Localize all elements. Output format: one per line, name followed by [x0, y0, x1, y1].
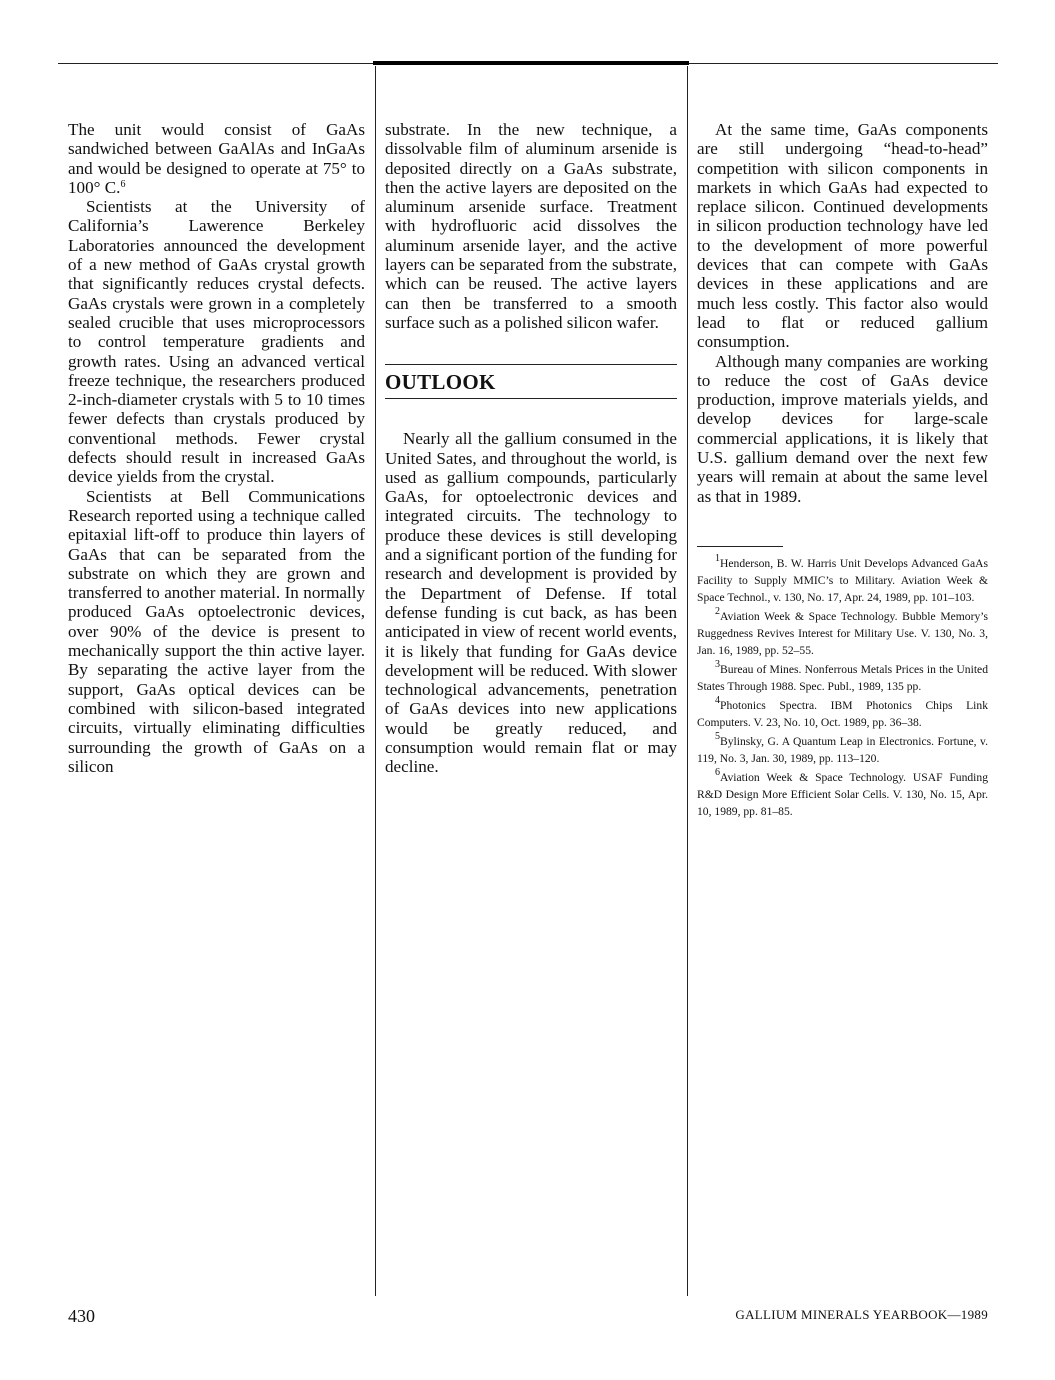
footnote: $^5$Bylinsky, G. A Quantum Leap in Electronics. Fortune, v. 119, No. 3, Jan. 30, 1989, pp. 113–120.: [697, 730, 988, 765]
footnote: $^6$Aviation Week & Space Technology. USAF Funding R&D Design More Efficient Solar Cells. V. 130, No. 15, Apr. 10, 1989, pp. 81–85.: [697, 766, 988, 818]
page-number: 430: [68, 1306, 95, 1326]
middle-column: [385, 120, 677, 777]
paragraph: Scientists at Bell Communications Research reported using a technique called epitaxial lift-off to produce thin layers of GaAs that can be separated from the substrate on which they are grown and transferred to another material. In normally produced GaAs optoelectronic devices, over 90% of the device is present to mechanically support the thin active layer. By separating the active layer from the support, GaAs optical devices can be combined with silicon-based integrated circuits, virtually eliminating difficulties surrounding the growth of GaAs on a silicon: [68, 486, 365, 776]
footnotes: [697, 552, 988, 820]
section-heading: OUTLOOK: [385, 370, 496, 395]
right-column: [697, 120, 988, 820]
footnote-rule: [697, 546, 783, 547]
paragraph: substrate. In the new technique, a dissolvable film of aluminum arsenide is deposited directly on a GaAs substrate, then the active layers are deposited on the aluminum arsenide surface. Treatment with hydrofluoric acid dissolves the aluminum arsenide layer, and the active layers can be separated from the substrate, which can be reused. The active layers can then be transferred to a smooth surface such as a polished silicon wafer.: [385, 120, 677, 332]
top-rule-accent: [373, 61, 689, 65]
column-divider-2: [687, 66, 688, 1296]
footnote: $^2$Aviation Week & Space Technology. Bubble Memory’s Ruggedness Revives Interest for Military Use. V. 130, No. 3, Jan. 16, 1989, pp. 52–55.: [697, 605, 988, 657]
running-footer: GALLIUM MINERALS YEARBOOK—1989: [735, 1307, 988, 1322]
left-column: [68, 120, 365, 776]
paragraph: At the same time, GaAs components are still undergoing “head-to-head” competition with silicon components in markets in which GaAs had expected to replace silicon. Continued developments in silicon production technology have led to the development of more powerful devices that can compete with GaAs devices in these applications and are much less costly. This factor also would lead to flat or reduced gallium consumption.: [697, 120, 988, 352]
footnote: $^1$Henderson, B. W. Harris Unit Develops Advanced GaAs Facility to Supply MMIC’s to Military. Aviation Week & Space Technol., v. 130, No. 17, Apr. 24, 1989, pp. 101–103.: [697, 552, 988, 604]
paragraph: Nearly all the gallium consumed in the United Sates, and throughout the world, is used as gallium compounds, particularly GaAs, for optoelectronic devices and integrated circuits. The technology to produce these devices is still developing and a significant portion of the funding for research and development is provided by the Department of Defense. If total defense funding is cut back, as has been anticipated in view of recent world events, it is likely that funding for GaAs device development will be reduced. With slower technological advancements, penetration of GaAs devices into new applications would be greatly reduced, and consumption would remain flat or may decline.: [385, 429, 677, 777]
paragraph: Although many companies are working to reduce the cost of GaAs device production, improve materials yields, and develop devices for large-scale commercial applications, it is likely that U.S. gallium demand over the next few years will remain at about the same level as that in 1989.: [697, 351, 988, 506]
paragraph: The unit would consist of GaAs sandwiched between GaAlAs and InGaAs and would be designed to operate at 75° to 100° C.$^6$: [68, 120, 365, 197]
footnote: $^3$Bureau of Mines. Nonferrous Metals Prices in the United States Through 1988. Spec. Publ., 1989, 135 pp.: [697, 658, 988, 693]
paragraph: Scientists at the University of California’s Lawerence Berkeley Laboratories announced the development of a new method of GaAs crystal growth that significantly reduces crystal defects. GaAs crystals were grown in a completely sealed crucible that uses microprocessors to control temperature gradients and growth rates. Using an advanced vertical freeze technique, the researchers produced 2-inch-diameter crystals with 5 to 10 times fewer defects than crystals produced by conventional methods. Fewer crystal defects should result in increased GaAs device yields from the crystal.: [68, 197, 365, 487]
footnote-ref: 6: [120, 178, 126, 190]
section-heading-box: [385, 364, 677, 399]
column-divider-1: [375, 66, 376, 1296]
footnote: $^4$Photonics Spectra. IBM Photonics Chips Link Computers. V. 23, No. 10, Oct. 1989, pp. 36–38.: [697, 694, 988, 729]
